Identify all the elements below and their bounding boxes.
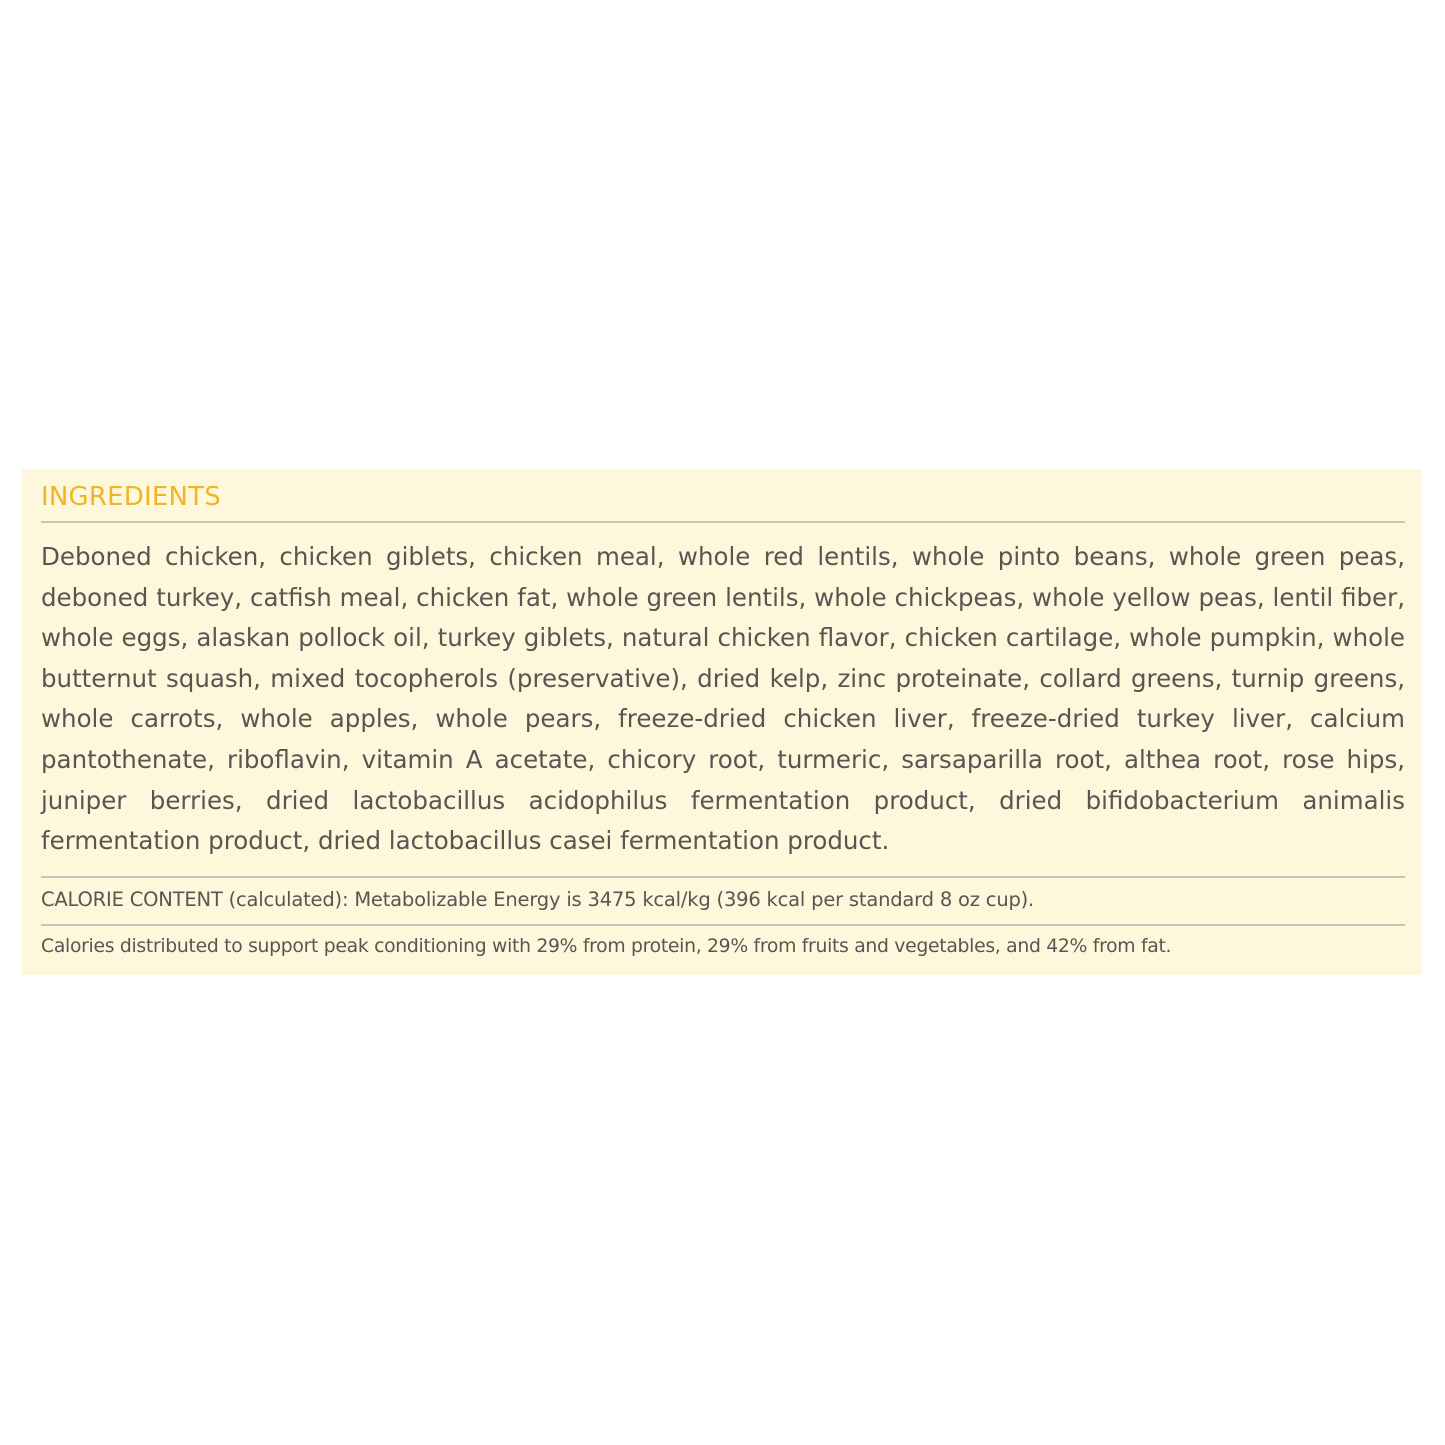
divider	[41, 924, 1405, 926]
ingredients-panel	[22, 469, 1422, 975]
calorie-distribution: Calories distributed to support peak conditioning with 29% from protein, 29% from fruits and vegetables, and 42% from fat.	[41, 936, 1172, 957]
ingredients-list: Deboned chicken, chicken giblets, chicken meal, whole red lentils, whole pinto beans, whole green peas, deboned turkey, catfish meal, chicken fat, whole green lentils, whole chickpeas, whole yellow peas, lentil fiber, whole eggs, alaskan pollock oil, turkey giblets, natural chicken flavor, chicken cartilage, whole pumpkin, whole butternut squash, mixed tocopherols (preservative), dried kelp, zinc proteinate, collard greens, turnip greens, whole carrots, whole apples, whole pears, freeze-dried chicken liver, freeze-dried turkey liver, calcium pantothenate, riboflavin, vitamin A acetate, chicory root, turmeric, sarsaparilla root, althea root, rose hips, juniper berries, dried lactobacillus acidophilus fermentation product, dried bifidobacterium animalis fermentation product, dried lactobacillus casei fermentation product.	[41, 542, 1405, 856]
divider	[41, 876, 1405, 878]
calorie-content: CALORIE CONTENT (calculated): Metabolizable Energy is 3475 kcal/kg (396 kcal per standard 8 oz cup).	[41, 888, 1035, 911]
ingredients-heading: INGREDIENTS	[41, 482, 221, 512]
divider	[41, 521, 1405, 523]
